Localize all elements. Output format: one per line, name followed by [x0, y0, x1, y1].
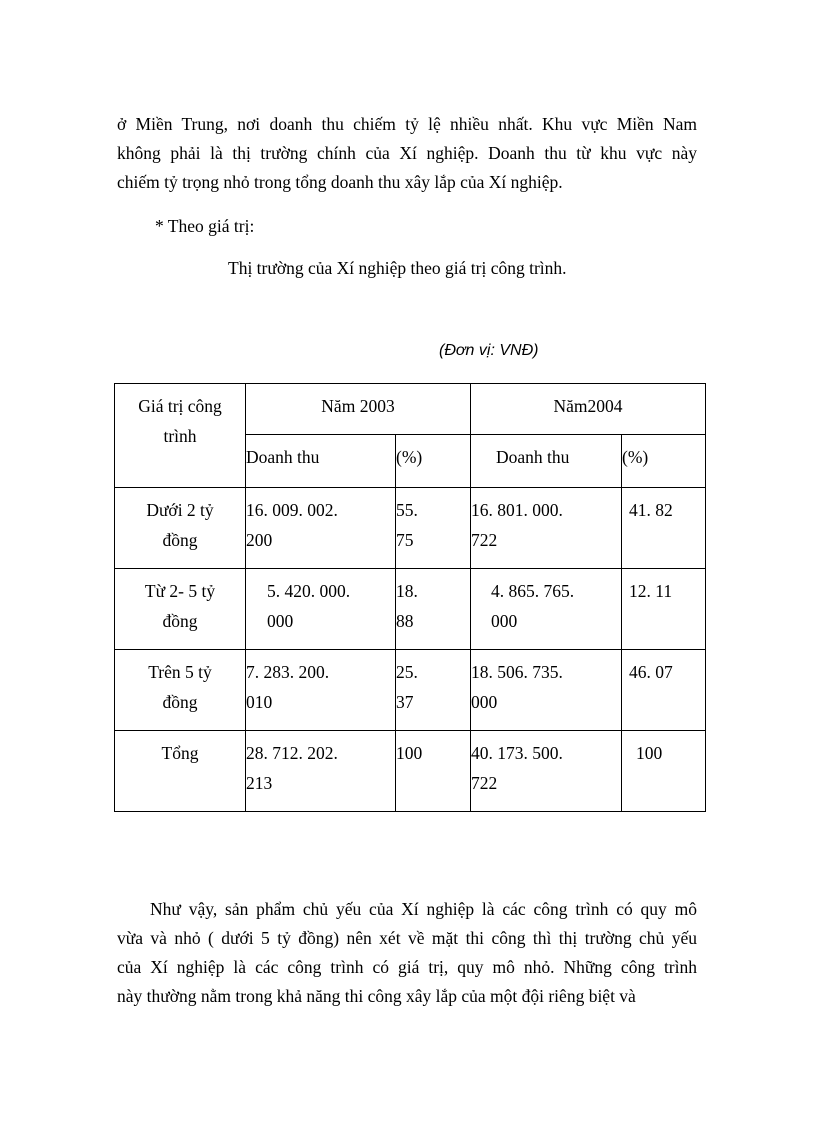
row-percent-2003-cell — [396, 731, 471, 812]
table-caption: Thị trường của Xí nghiệp theo giá trị công trình. — [228, 258, 567, 278]
paragraph-line: vừa và nhỏ ( dưới 5 tỷ đồng) nên xét về mặt thi công thì thị trường chủ yếu — [117, 928, 697, 948]
header-percent-2004: (%) — [622, 447, 649, 467]
section-heading: * Theo giá trị: — [155, 216, 255, 236]
row-percent-2004: 46. 07 — [629, 662, 673, 682]
row-percent-2003-cell — [396, 569, 471, 650]
header-revenue-2003-cell — [246, 435, 396, 488]
table-row — [115, 569, 706, 650]
table-row — [115, 488, 706, 569]
row-percent-2003-cell — [396, 488, 471, 569]
row-percent-2003: 100 — [396, 743, 423, 763]
row-category: Dưới 2 tỷ đồng — [146, 500, 214, 550]
row-revenue-2004-cell — [471, 488, 622, 569]
row-percent-2004-cell — [622, 650, 706, 731]
row-revenue-2003: 7. 283. 200. 010 — [246, 662, 330, 712]
row-revenue-2004: 40. 173. 500. 722 — [471, 743, 563, 793]
intro-paragraph — [117, 110, 697, 197]
paragraph-line: của Xí nghiệp là các công trình có giá trị, quy mô nhỏ. Những công trình — [117, 957, 697, 977]
row-percent-2004: 41. 82 — [629, 500, 673, 520]
header-year-2004: Năm2004 — [553, 396, 623, 416]
row-revenue-2004: 4. 865. 765. 000 — [491, 581, 575, 631]
header-revenue-2003: Doanh thu — [246, 447, 320, 467]
row-revenue-2004: 18. 506. 735. 000 — [471, 662, 563, 712]
row-percent-2003: 25. 37 — [396, 662, 418, 712]
row-revenue-2003-cell — [246, 731, 396, 812]
row-category: Từ 2- 5 tỷ đồng — [144, 581, 216, 631]
header-year-2003-cell — [246, 384, 471, 435]
row-category: Trên 5 tỷ đồng — [148, 662, 212, 712]
header-revenue-2004-cell — [471, 435, 622, 488]
paragraph-line: Như vậy, sản phẩm chủ yếu của Xí nghiệp là các công trình có quy mô — [150, 899, 697, 919]
row-category-cell — [115, 488, 246, 569]
row-revenue-2004-cell — [471, 731, 622, 812]
paragraph-line: này thường nằm trong khả năng thi công xây lắp của một đội riêng biệt và — [117, 986, 636, 1006]
paragraph-line: chiếm tỷ trọng nhỏ trong tổng doanh thu xây lắp của Xí nghiệp. — [117, 172, 563, 192]
row-revenue-2003: 16. 009. 002. 200 — [246, 500, 338, 550]
row-percent-2004-cell — [622, 488, 706, 569]
row-category-cell — [115, 569, 246, 650]
header-percent-2003: (%) — [396, 447, 423, 467]
header-category-cell — [115, 384, 246, 488]
header-revenue-2004: Doanh thu — [496, 447, 570, 467]
header-percent-2004-cell — [622, 435, 706, 488]
row-category-cell — [115, 650, 246, 731]
row-percent-2003: 55. 75 — [396, 500, 418, 550]
row-percent-2004-cell — [622, 569, 706, 650]
row-percent-2003: 18. 88 — [396, 581, 418, 631]
row-revenue-2004: 16. 801. 000. 722 — [471, 500, 563, 550]
header-year-2004-cell — [471, 384, 706, 435]
header-percent-2003-cell — [396, 435, 471, 488]
unit-label: (Đơn vị: VNĐ) — [439, 342, 539, 359]
row-revenue-2003-cell — [246, 488, 396, 569]
conclusion-paragraph — [117, 895, 697, 1011]
paragraph-line: không phải là thị trường chính của Xí nghiệp. Doanh thu từ khu vực này — [117, 143, 697, 163]
row-percent-2004: 100 — [636, 743, 663, 763]
row-revenue-2003-cell — [246, 569, 396, 650]
paragraph-line: ở Miền Trung, nơi doanh thu chiếm tỷ lệ nhiều nhất. Khu vực Miền Nam — [117, 114, 697, 134]
row-revenue-2003: 28. 712. 202. 213 — [246, 743, 338, 793]
market-value-table — [114, 383, 706, 812]
table-row — [115, 650, 706, 731]
header-year-2003: Năm 2003 — [321, 396, 395, 416]
row-percent-2003-cell — [396, 650, 471, 731]
header-category: Giá trị công trình — [138, 396, 222, 446]
table-row-total — [115, 731, 706, 812]
row-revenue-2004-cell — [471, 650, 622, 731]
row-category: Tổng — [161, 743, 199, 763]
row-revenue-2003: 5. 420. 000. 000 — [267, 581, 351, 631]
row-revenue-2004-cell — [471, 569, 622, 650]
row-revenue-2003-cell — [246, 650, 396, 731]
row-category-cell — [115, 731, 246, 812]
row-percent-2004-cell — [622, 731, 706, 812]
row-percent-2004: 12. 11 — [629, 581, 673, 601]
